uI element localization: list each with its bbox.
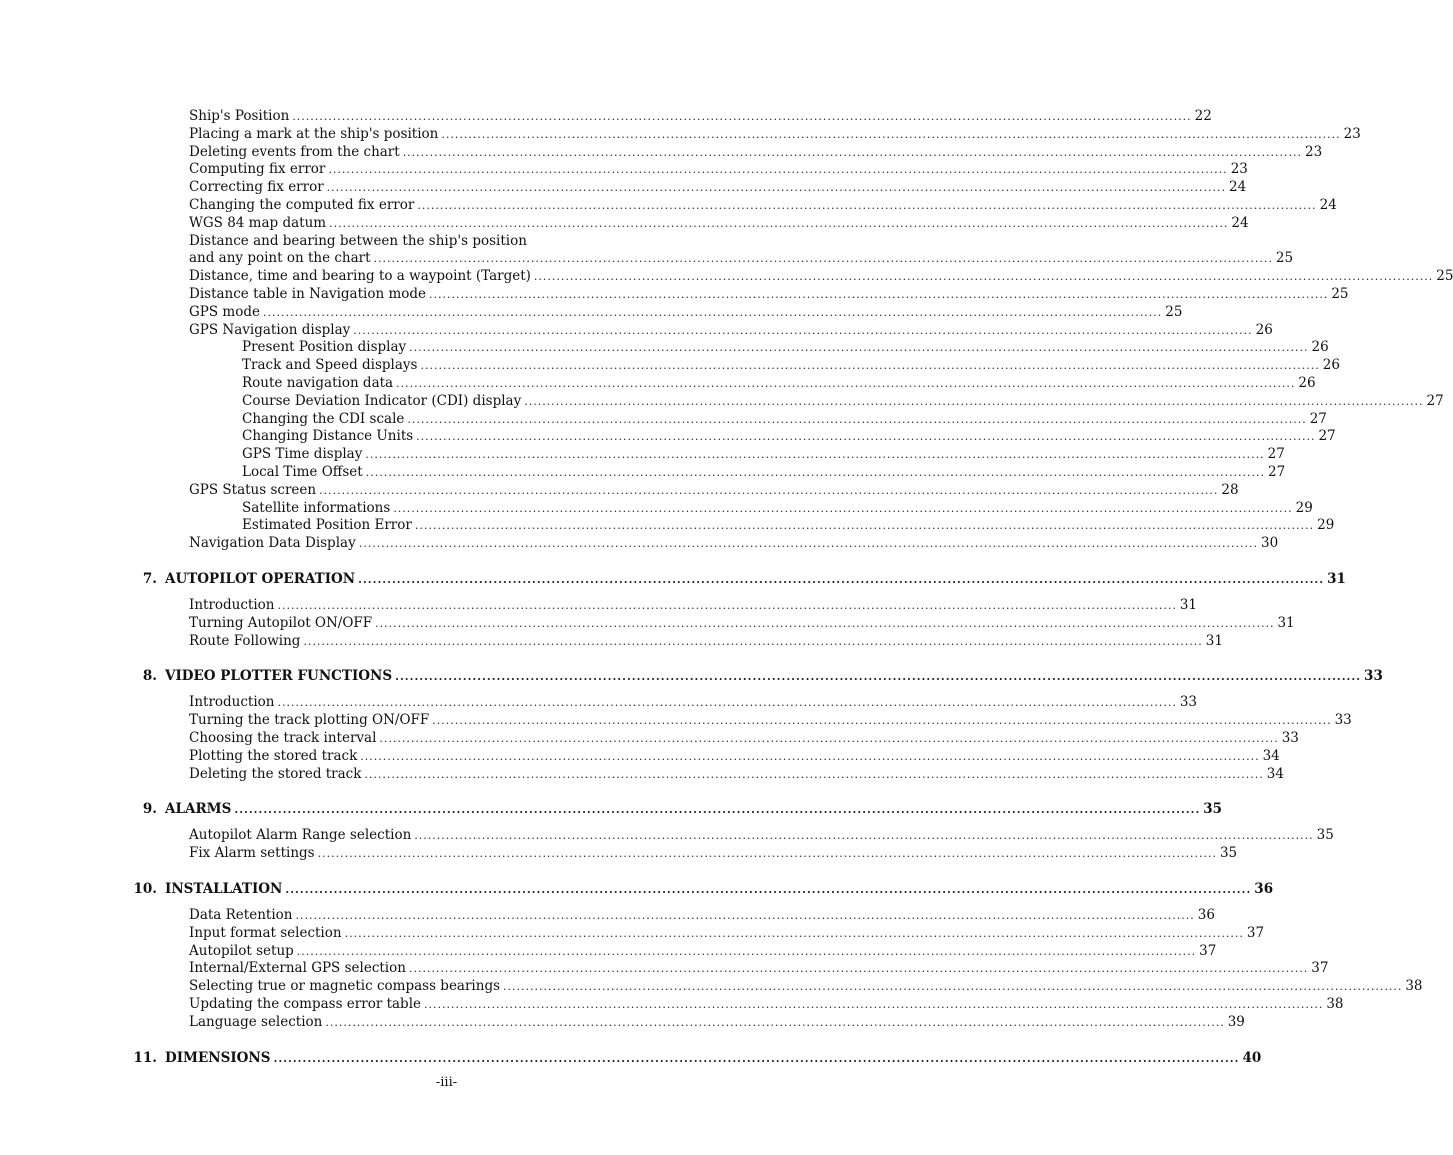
toc-entry-label: Distance table in Navigation mode: [189, 286, 427, 302]
toc-entry-label: and any point on the chart: [189, 250, 371, 267]
chapter-number: 9.: [142, 801, 157, 818]
toc-entry: [189, 924, 1265, 942]
toc-page-number: 27: [1309, 410, 1327, 427]
toc-page-number: 23: [1305, 143, 1323, 160]
dot-leader: ........................................................................................................................................................................................................: [326, 181, 1226, 195]
toc-entry: [189, 845, 1238, 862]
toc-page-number: 36: [1197, 907, 1215, 923]
toc-entry-label: Navigation Data Display: [189, 535, 356, 552]
toc-entry: [189, 597, 1198, 614]
dot-leader: ........................................................................................................................................................................................................: [533, 270, 1434, 284]
toc-entry-label: Route Following: [189, 632, 301, 649]
toc-page-number: 26: [1255, 321, 1273, 338]
dot-leader: ........................................................................................................................................................................................................: [292, 110, 1192, 123]
dot-leader: ........................................................................................................................................................................................................: [417, 199, 1317, 212]
dot-leader: ........................................................................................................................................................................................................: [358, 537, 1259, 551]
dot-leader: ........................................................................................................................................................................................................: [375, 616, 1275, 630]
toc-entry: [189, 942, 1217, 960]
toc-entry: [189, 694, 1198, 711]
toc-entry-label: GPS Time display: [242, 446, 363, 463]
toc-chapter-entry: [133, 881, 1274, 898]
toc-entry-label: Autopilot setup: [189, 942, 294, 959]
toc-entry: [242, 392, 1444, 410]
dot-leader: ........................................................................................................................................................................................................: [364, 767, 1264, 781]
toc-entry-label: Introduction: [189, 597, 275, 613]
toc-page-number: 35: [1203, 801, 1223, 818]
toc-entry-label: INSTALLATION: [165, 881, 283, 897]
toc-entry-label: VIDEO PLOTTER FUNCTIONS: [165, 668, 393, 685]
dot-leader: ........................................................................................................................................................................................................: [416, 430, 1316, 444]
toc-entry-label: GPS Navigation display: [189, 321, 351, 338]
toc-entry: [189, 996, 1344, 1013]
toc-page-number: 26: [1298, 375, 1316, 391]
dot-leader: ........................................................................................................................................................................................................: [328, 163, 1228, 177]
toc-entry: [242, 339, 1329, 356]
toc-page-number: 30: [1261, 535, 1279, 552]
dot-leader: ........................................................................................................................................................................................................: [285, 883, 1252, 896]
dot-leader: ........................................................................................................................................................................................................: [414, 829, 1314, 843]
toc-page-number: 31: [1327, 571, 1346, 587]
toc-page-number: 31: [1179, 597, 1198, 613]
toc-page-number: 24: [1229, 179, 1247, 196]
toc-entry: [189, 1013, 1245, 1031]
toc-page-number: 24: [1231, 214, 1249, 231]
dot-leader: ........................................................................................................................................................................................................: [325, 1015, 1225, 1029]
dot-leader: ........................................................................................................................................................................................................: [396, 377, 1296, 390]
dot-leader: ........................................................................................................................................................................................................: [429, 288, 1329, 301]
toc-entry-label: Deleting the stored track: [189, 765, 362, 782]
toc-entry-label: Present Position display: [242, 339, 407, 356]
toc-page-number: 23: [1343, 125, 1361, 142]
toc-entry-label: ALARMS: [165, 801, 232, 818]
toc-entry-label: Introduction: [189, 694, 275, 711]
toc-entry-label: Ship's Position: [189, 108, 290, 124]
dot-leader: ........................................................................................................................................................................................................: [344, 926, 1244, 940]
toc-entry: [189, 730, 1299, 747]
chapter-number: 10.: [133, 881, 157, 897]
toc-page-number: 23: [1230, 161, 1248, 178]
toc-page-number: 33: [1179, 694, 1198, 711]
toc-page-number: 25: [1165, 303, 1183, 320]
toc-chapter-entry: [133, 1049, 1262, 1067]
toc-entry: [189, 907, 1215, 924]
dot-leader: ........................................................................................................................................................................................................: [373, 252, 1273, 266]
toc-entry: [189, 214, 1249, 232]
dot-leader: ........................................................................................................................................................................................................: [234, 803, 1201, 817]
toc-entry: [189, 321, 1273, 339]
toc-page-number: 31: [1277, 614, 1295, 631]
dot-leader: ........................................................................................................................................................................................................: [379, 732, 1279, 745]
toc-page-number: 25: [1436, 268, 1453, 285]
toc-entry-label: Internal/External GPS selection: [189, 960, 406, 977]
toc-entry-label: Changing Distance Units: [242, 428, 414, 445]
toc-entry-label: Changing the computed fix error: [189, 197, 415, 213]
toc-entry-label: Plotting the stored track: [189, 747, 358, 764]
toc-page-number: 34: [1262, 747, 1280, 764]
toc-page-number: 26: [1311, 339, 1329, 356]
toc-entry-label: Route navigation data: [242, 375, 394, 391]
toc-page-number: 35: [1316, 827, 1334, 844]
dot-leader: ........................................................................................................................................................................................................: [358, 573, 1325, 586]
toc-page-number: 39: [1227, 1013, 1245, 1030]
toc-entry-label: Input format selection: [189, 924, 342, 941]
toc-page-number: 33: [1364, 668, 1383, 685]
dot-leader: ........................................................................................................................................................................................................: [303, 634, 1203, 648]
toc-entry: [189, 535, 1279, 552]
toc-page-number: 25: [1331, 286, 1349, 302]
toc-entry-label: Correcting fix error: [189, 179, 324, 196]
dot-leader: ........................................................................................................................................................................................................: [262, 305, 1163, 319]
toc-entry-label: Course Deviation Indicator (CDI) display: [242, 392, 522, 409]
dot-leader: ........................................................................................................................................................................................................: [441, 127, 1341, 141]
dot-leader: ........................................................................................................................................................................................................: [353, 323, 1253, 337]
toc-entry: [189, 233, 736, 250]
toc-entry: [189, 614, 1295, 632]
toc-entry-label: AUTOPILOT OPERATION: [165, 571, 356, 587]
dot-leader: ........................................................................................................................................................................................................: [360, 749, 1260, 763]
toc-page-number: 29: [1317, 517, 1335, 534]
dot-leader: ........................................................................................................................................................................................................: [365, 466, 1266, 479]
toc-entry: [189, 481, 1239, 499]
toc-entry: [189, 125, 1361, 143]
toc-entry: [189, 712, 1352, 729]
toc-entry-label: Distance and bearing between the ship's position: [189, 232, 527, 249]
dot-leader: ........................................................................................................................................................................................................: [395, 670, 1362, 684]
toc-page-number: 36: [1254, 881, 1274, 897]
toc-page-number: 27: [1318, 428, 1336, 445]
dot-leader: ........................................................................................................................................................................................................: [296, 944, 1197, 958]
toc-entry: [189, 632, 1223, 650]
toc-entry: [242, 410, 1327, 428]
toc-page-number: 37: [1246, 924, 1265, 941]
toc-entry-label: Selecting true or magnetic compass bearings: [189, 978, 501, 995]
dot-leader: ........................................................................................................................................................................................................: [273, 1051, 1240, 1065]
toc-entry: [242, 499, 1313, 517]
toc-page-number: 24: [1319, 197, 1337, 213]
toc-entry: [242, 428, 1336, 445]
toc-entry: [242, 375, 1316, 392]
toc-page-number: 38: [1326, 996, 1344, 1012]
toc-entry-label: Language selection: [189, 1013, 323, 1030]
toc-entry: [189, 108, 1212, 125]
toc-page-number: 33: [1334, 712, 1352, 729]
toc-page-number: 25: [1275, 250, 1294, 267]
dot-leader: ........................................................................................................................................................................................................: [329, 216, 1229, 230]
toc-entry: [242, 446, 1285, 463]
toc-entry-label: Data Retention: [189, 907, 293, 923]
toc-entry: [189, 197, 1337, 214]
toc-entry: [189, 286, 1349, 303]
toc-entry-label: Local Time Offset: [242, 464, 363, 480]
dot-leader: ........................................................................................................................................................................................................: [414, 519, 1315, 533]
chapter-number: 8.: [142, 668, 157, 685]
toc-entry: [242, 464, 1286, 481]
toc-entry-label: DIMENSIONS: [165, 1049, 271, 1066]
page-number-footer: -iii-: [435, 1075, 458, 1090]
chapter-number: 7.: [142, 571, 157, 587]
dot-leader: ........................................................................................................................................................................................................: [409, 341, 1309, 355]
toc-entry-label: Turning Autopilot ON/OFF: [189, 614, 373, 631]
toc-entry-label: Fix Alarm settings: [189, 845, 315, 862]
toc-entry-label: Computing fix error: [189, 161, 326, 178]
toc-page-number: 37: [1311, 960, 1329, 977]
toc-entry-label: Deleting events from the chart: [189, 143, 400, 160]
dot-leader: ........................................................................................................................................................................................................: [365, 448, 1265, 462]
toc-page-number: 33: [1281, 730, 1299, 746]
toc-entry-label: Autopilot Alarm Range selection: [189, 827, 412, 844]
dot-leader: ........................................................................................................................................................................................................: [317, 847, 1217, 861]
toc-entry: [189, 765, 1284, 783]
toc-entry-label: Distance, time and bearing to a waypoint (Target): [189, 268, 531, 285]
dot-leader: ........................................................................................................................................................................................................: [524, 394, 1424, 408]
toc-page-number: 27: [1268, 464, 1286, 480]
dot-leader: ........................................................................................................................................................................................................: [407, 412, 1307, 426]
toc-page-number: 37: [1199, 942, 1217, 959]
chapter-number: 11.: [133, 1049, 157, 1066]
toc-entry-label: Choosing the track interval: [189, 730, 377, 746]
dot-leader: ........................................................................................................................................................................................................: [295, 909, 1195, 922]
dot-leader: ........................................................................................................................................................................................................: [432, 714, 1332, 728]
toc-entry: [189, 960, 1329, 977]
toc-entry: [242, 357, 1340, 374]
toc-page-number: 29: [1295, 499, 1313, 516]
toc-entry: [189, 268, 1453, 285]
toc-entry-label: GPS Status screen: [189, 481, 317, 498]
dot-leader: ........................................................................................................................................................................................................: [277, 599, 1177, 612]
toc-entry: [189, 143, 1323, 161]
toc-chapter-entry: [142, 801, 1223, 818]
toc-page-number: 38: [1405, 978, 1423, 995]
toc-entry-label: WGS 84 map datum: [189, 214, 327, 231]
dot-leader: ........................................................................................................................................................................................................: [420, 359, 1320, 373]
toc-entry: [189, 978, 1423, 995]
toc-page-number: 34: [1266, 765, 1284, 782]
toc-entry-label: GPS mode: [189, 303, 260, 320]
toc-entry-label: Changing the CDI scale: [242, 410, 405, 427]
toc-page-number: 27: [1426, 392, 1444, 409]
toc-page-number: 40: [1242, 1049, 1262, 1066]
toc-entry: [189, 303, 1183, 321]
dot-leader: ........................................................................................................................................................................................................: [393, 501, 1293, 515]
toc-entry-label: Updating the compass error table: [189, 996, 421, 1012]
dot-leader: ........................................................................................................................................................................................................: [408, 962, 1309, 976]
toc-page-number: 27: [1267, 446, 1285, 463]
toc-page-number: 22: [1194, 108, 1212, 124]
toc-entry-label: Placing a mark at the ship's position: [189, 125, 439, 142]
dot-leader: ........................................................................................................................................................................................................: [503, 980, 1403, 994]
toc-entry-label: Track and Speed displays: [242, 357, 418, 374]
toc-entry: [189, 161, 1248, 178]
dot-leader: ........................................................................................................................................................................................................: [319, 483, 1219, 497]
dot-leader: ........................................................................................................................................................................................................: [424, 998, 1324, 1011]
toc-entry: [242, 517, 1335, 534]
toc-page-number: 28: [1221, 481, 1239, 498]
dot-leader: ........................................................................................................................................................................................................: [277, 696, 1177, 710]
toc-entry-label: Turning the track plotting ON/OFF: [189, 712, 430, 729]
toc-entry-label: Estimated Position Error: [242, 517, 412, 534]
toc-chapter-entry: [142, 571, 1346, 588]
toc-entry: [189, 747, 1280, 765]
toc-chapter-entry: [142, 668, 1383, 685]
toc-entry-label: Satellite informations: [242, 499, 391, 516]
toc-page-number: 26: [1322, 357, 1340, 374]
toc-entry: [189, 827, 1334, 844]
toc-entry: [189, 250, 1294, 267]
dot-leader: ........................................................................................................................................................................................................: [402, 145, 1303, 159]
toc-page-number: 35: [1219, 845, 1238, 862]
toc-page-number: 31: [1205, 632, 1223, 649]
toc-entry: [189, 179, 1247, 196]
